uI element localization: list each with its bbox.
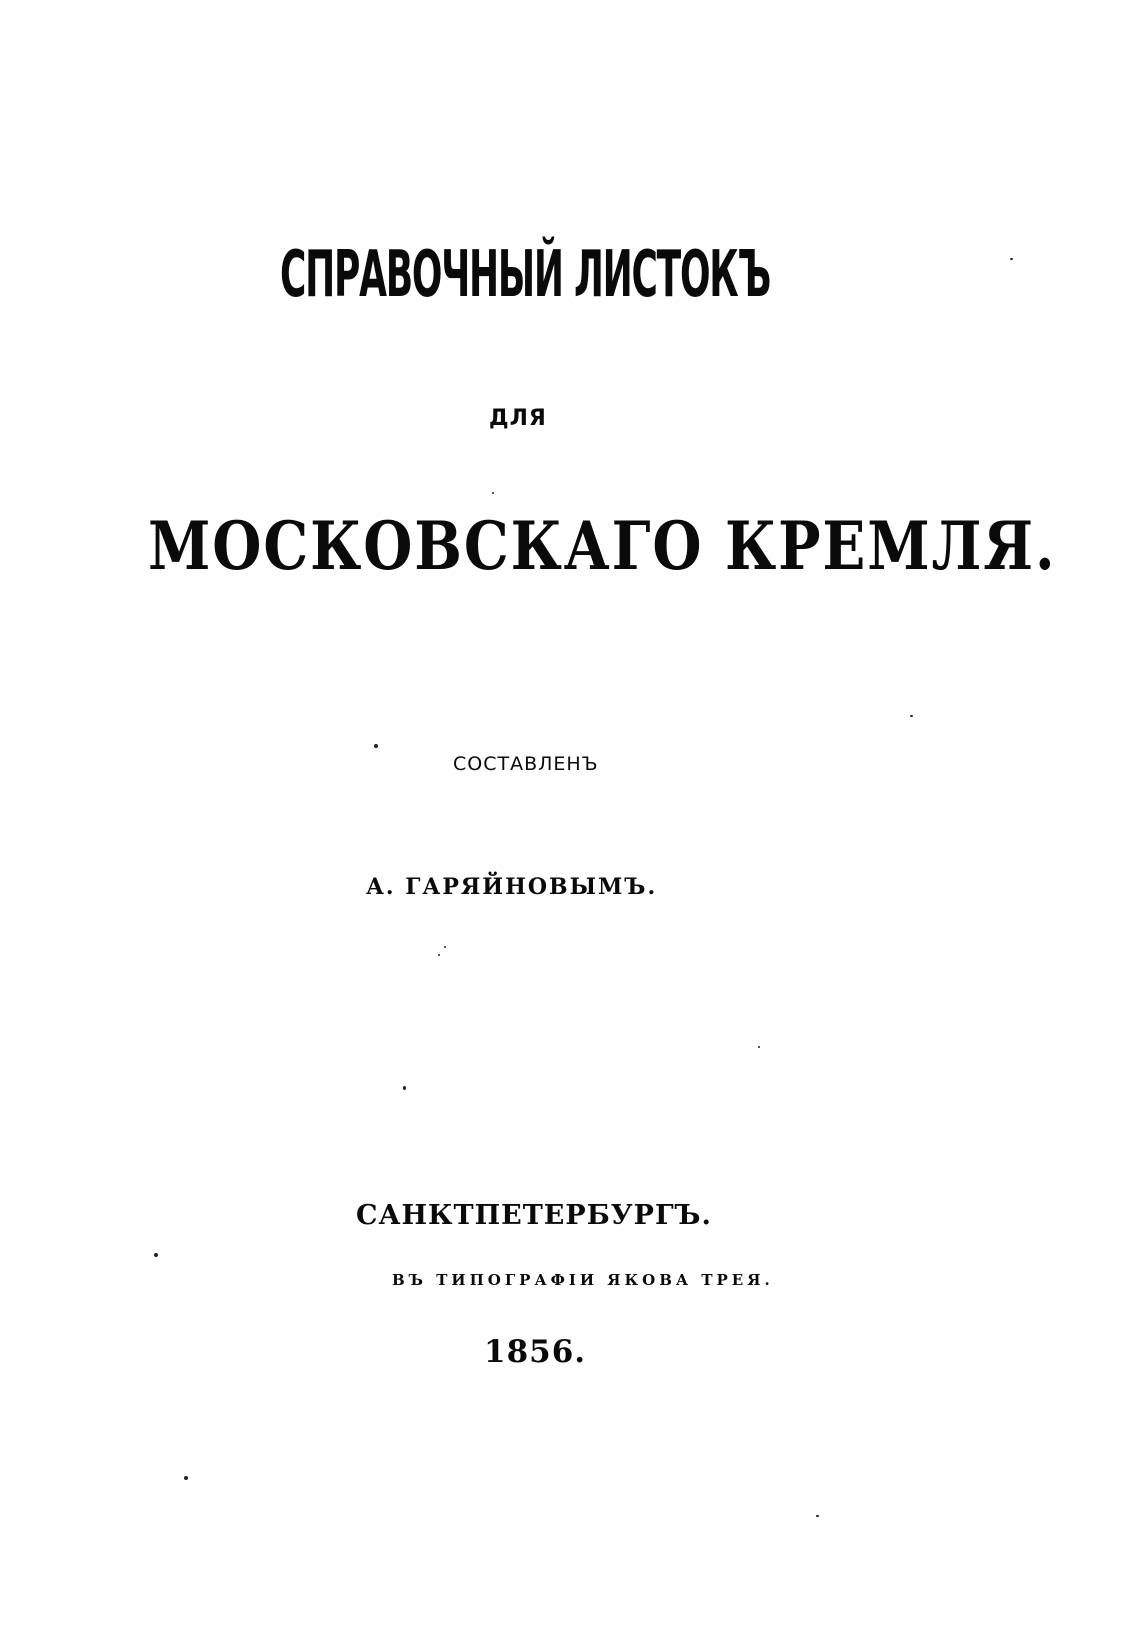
printer-imprint: ВЪ ТИПОГРАФІИ ЯКОВА ТРЕЯ.	[392, 1271, 774, 1289]
scan-speck	[910, 715, 913, 717]
publication-city: САНКТПЕТЕРБУРГЪ.	[356, 1200, 712, 1231]
scan-speck	[403, 1086, 406, 1090]
scan-speck	[374, 744, 378, 748]
scan-speck	[1010, 258, 1013, 260]
scan-speck	[438, 954, 440, 956]
author-name: А. ГАРЯЙНОВЫМЪ.	[366, 874, 658, 900]
scan-speck	[816, 1515, 819, 1517]
scan-speck	[184, 1476, 188, 1480]
title-line-2: ДЛЯ	[489, 406, 547, 431]
scan-speck	[444, 946, 446, 948]
scan-speck	[154, 1253, 158, 1257]
publication-year: 1856.	[484, 1334, 587, 1370]
scan-speck	[758, 1046, 760, 1048]
scan-speck	[492, 492, 494, 494]
title-line-1: СПРАВОЧНЫЙ ЛИСТОКЪ	[280, 236, 770, 312]
title-line-3: МОСКОВСКАГО КРЕМЛЯ.	[148, 508, 1057, 586]
compiled-label: СОСТАВЛЕНЪ	[453, 753, 599, 775]
